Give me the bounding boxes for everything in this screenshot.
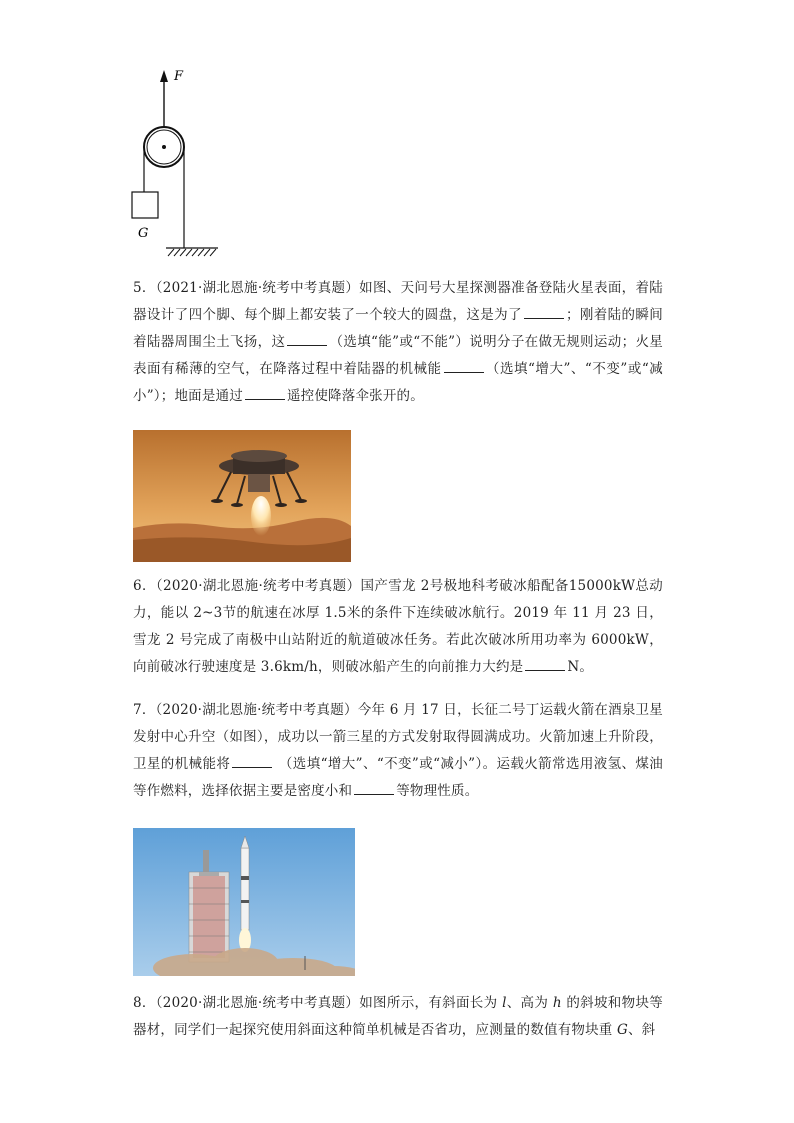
question-8-text bbox=[133, 990, 663, 1044]
question-text: （选填“增大”、“不变”或“减小”）。运载火箭常选用液氢、煤油等作燃料，选择依据主要是密度小和 bbox=[133, 756, 663, 799]
question-number: 8． bbox=[133, 995, 156, 1011]
question-source: （2020·湖北恩施·统考中考真题） bbox=[155, 578, 361, 594]
variable-g: G bbox=[617, 1022, 628, 1038]
question-text: 国产雪龙 2号极地科考破冰船配备15000kW总动力，能以 2~3节的航速在冰厚 1.5米的条件下连续破冰航行。2019 年 11 月 23 日，雪龙 2 号完成了南极中山站附近的航道破冰任务。若此次破冰所用功率为 6000kW，向前破冰行驶速度是 3.6km/h，则破冰船产生的向前推力大约是 bbox=[133, 578, 663, 675]
force-arrowhead bbox=[160, 70, 168, 82]
question-5-text bbox=[133, 275, 663, 410]
answer-blank[interactable] bbox=[287, 331, 327, 346]
question-number: 7． bbox=[133, 702, 156, 718]
question-6-text bbox=[133, 573, 663, 681]
question-7-text bbox=[133, 697, 663, 805]
pulley-figure bbox=[118, 62, 228, 262]
question-text: （选填“增大”、“不变”或“减小”）；地面是通过 bbox=[133, 361, 663, 404]
rocket-launch-photo bbox=[133, 828, 355, 976]
question-source: （2020·湖北恩施·统考中考真题） bbox=[155, 702, 358, 718]
question-text: 今年 6 月 17 日，长征二号丁运载火箭在酒泉卫星发射中心升空（如图），成功以一箭三星的方式发射取得圆满成功。火箭加速上升阶段，卫星的机械能将 bbox=[133, 702, 663, 772]
question-text: 遥控使降落伞张开的。 bbox=[286, 388, 424, 404]
variable-l: l bbox=[502, 995, 507, 1011]
weight-label: G bbox=[138, 226, 149, 241]
question-text: 、斜 bbox=[627, 1022, 656, 1038]
question-8 bbox=[133, 990, 663, 1044]
question-5 bbox=[133, 275, 663, 410]
question-source: （2020·湖北恩施·统考中考真题） bbox=[155, 995, 360, 1011]
question-source: （2021·湖北恩施·统考中考真题） bbox=[155, 280, 360, 296]
answer-blank[interactable] bbox=[245, 385, 285, 400]
question-text: ；刚着陆的瞬间着陆器周围尘土飞扬，这 bbox=[133, 307, 663, 350]
force-label: F bbox=[174, 69, 184, 84]
variable-h: h bbox=[552, 995, 562, 1011]
answer-blank[interactable] bbox=[232, 753, 272, 768]
answer-blank[interactable] bbox=[354, 780, 394, 795]
rocket bbox=[241, 836, 249, 930]
question-text: 如图、天问号大星探测器准备登陆火星表面，着陆器设计了四个脚、每个脚上都安装了一个较大的圆盘，这是为了 bbox=[133, 280, 663, 323]
question-7 bbox=[133, 697, 663, 805]
question-6 bbox=[133, 573, 663, 681]
weight-block bbox=[132, 192, 158, 218]
pulley-axle bbox=[162, 145, 166, 149]
question-text: 如图所示，有斜面长为 bbox=[359, 995, 503, 1011]
answer-blank[interactable] bbox=[524, 304, 564, 319]
answer-blank[interactable] bbox=[444, 358, 484, 373]
ground-hatch bbox=[168, 249, 216, 256]
question-text: 的斜坡和物块等器材，同学们一起探究使用斜面这种简单机械是否省功，应测量的数值有物块重 bbox=[133, 995, 663, 1038]
question-number: 6． bbox=[133, 578, 156, 594]
question-text: N。 bbox=[567, 659, 594, 675]
answer-blank[interactable] bbox=[525, 656, 565, 671]
mars-lander-photo bbox=[133, 430, 351, 562]
question-text: 、高为 bbox=[506, 995, 553, 1011]
question-text: 等物理性质。 bbox=[396, 783, 479, 799]
question-number: 5． bbox=[133, 280, 156, 296]
question-text: （选填“能”或“不能”）说明分子在做无规则运动；火星表面有稀薄的空气，在降落过程中着陆器的机械能 bbox=[133, 334, 664, 377]
